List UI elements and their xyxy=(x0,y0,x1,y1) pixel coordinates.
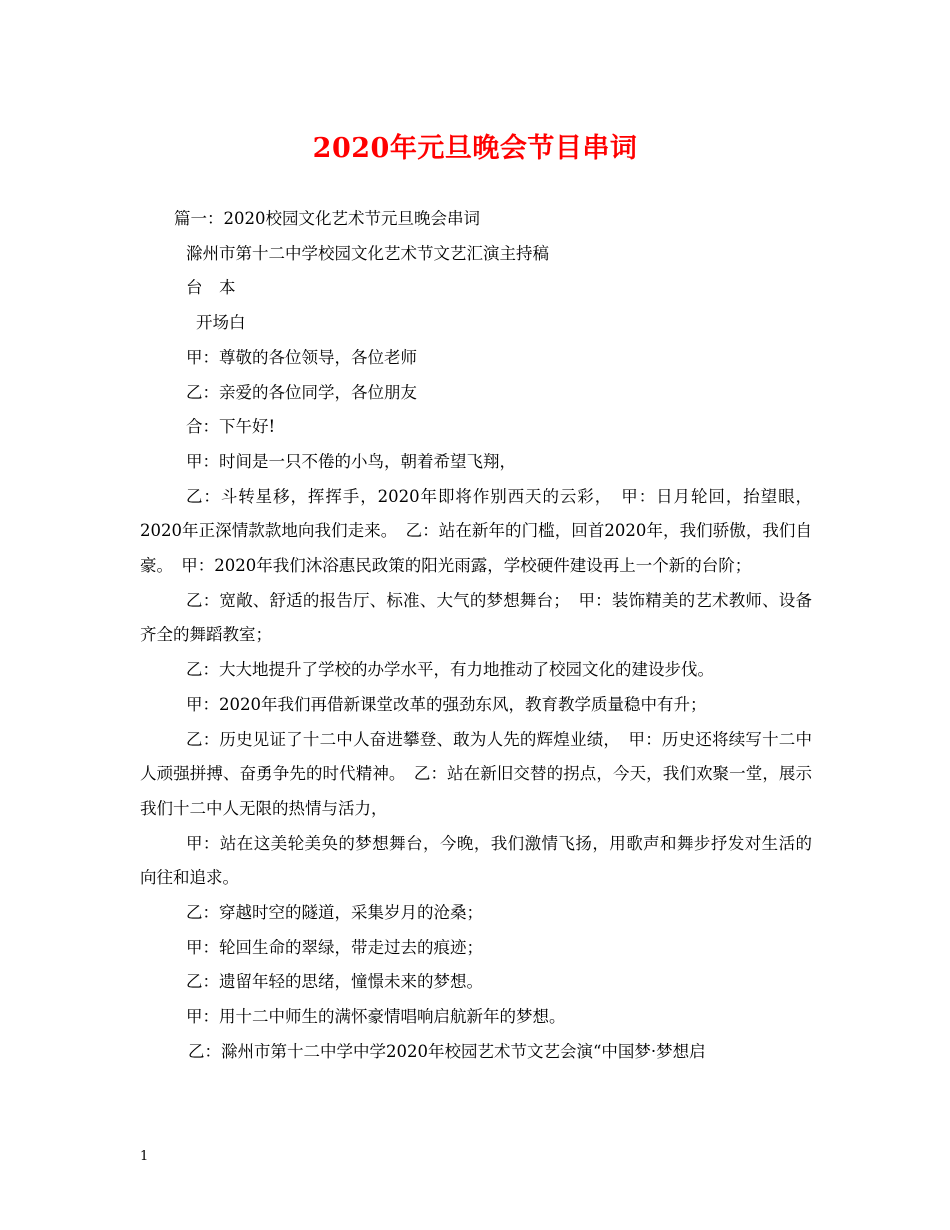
page-number: 1 xyxy=(140,1149,149,1164)
paragraph-dialogue: 甲：用十二中师生的满怀豪情唱响启航新年的梦想。 xyxy=(186,1007,566,1027)
paragraph-dialogue: 乙：亲爱的各位同学，各位朋友 xyxy=(186,382,417,402)
paragraph-dialogue: 甲：站在这美轮美奂的梦想舞台，今晚，我们激情飞扬，用歌声和舞步抒发对生活的向往和追求。 xyxy=(140,833,812,888)
document-body xyxy=(140,202,812,1070)
paragraph-section-heading: 篇一：2020校园文化艺术节元旦晚会串词 xyxy=(174,209,480,228)
paragraph-dialogue: 甲：2020年我们再借新课堂改革的强劲东风，教育教学质量稳中有升； xyxy=(186,694,707,714)
paragraph-dialogue: 甲：尊敬的各位领导，各位老师 xyxy=(186,347,417,367)
paragraph-dialogue: 乙：宽敞、舒适的报告厅、标准、大气的梦想舞台； 甲：装饰精美的艺术教师、设备齐全的舞蹈教室； xyxy=(140,590,812,645)
paragraph-dialogue: 甲：时间是一只不倦的小鸟，朝着希望飞翔， xyxy=(186,451,516,471)
paragraph-dialogue: 乙：滁州市第十二中学中学2020年校园艺术节文艺会演“中国梦·梦想启 xyxy=(188,1041,706,1061)
paragraph-dialogue: 乙：斗转星移，挥挥手，2020年即将作别西天的云彩， 甲：日月轮回，抬望眼，2020年正深情款款地向我们走来。 乙：站在新年的门槛，回首2020年，我们骄傲，我们自豪。 甲：2020年我们沐浴惠民政策的阳光雨露，学校硬件建设再上一个新的台阶； xyxy=(140,486,812,576)
document-title: 2020年元旦晚会节目串词 xyxy=(312,133,638,164)
paragraph-script-label: 台 本 xyxy=(186,278,236,298)
paragraph-dialogue: 甲：轮回生命的翠绿，带走过去的痕迹； xyxy=(186,937,483,957)
paragraph-dialogue: 合：下午好! xyxy=(186,417,276,437)
paragraph-dialogue: 乙：历史见证了十二中人奋进攀登、敢为人先的辉煌业绩， 甲：历史还将续写十二中人顽强拼搏、奋勇争先的时代精神。 乙：站在新旧交替的拐点，今天，我们欢聚一堂，展示我们十二中人无限的热情与活力， xyxy=(140,729,812,818)
paragraph-dialogue: 乙：穿越时空的隧道，采集岁月的沧桑； xyxy=(186,903,483,923)
paragraph-dialogue: 乙：遗留年轻的思绪，憧憬未来的梦想。 xyxy=(186,972,483,992)
paragraph-dialogue: 乙：大大地提升了学校的办学水平，有力地推动了校园文化的建设步伐。 xyxy=(186,660,714,680)
paragraph-subtitle: 滁州市第十二中学校园文化艺术节文艺汇演主持稿 xyxy=(186,243,549,263)
paragraph-opening-label: 开场白 xyxy=(196,313,246,333)
